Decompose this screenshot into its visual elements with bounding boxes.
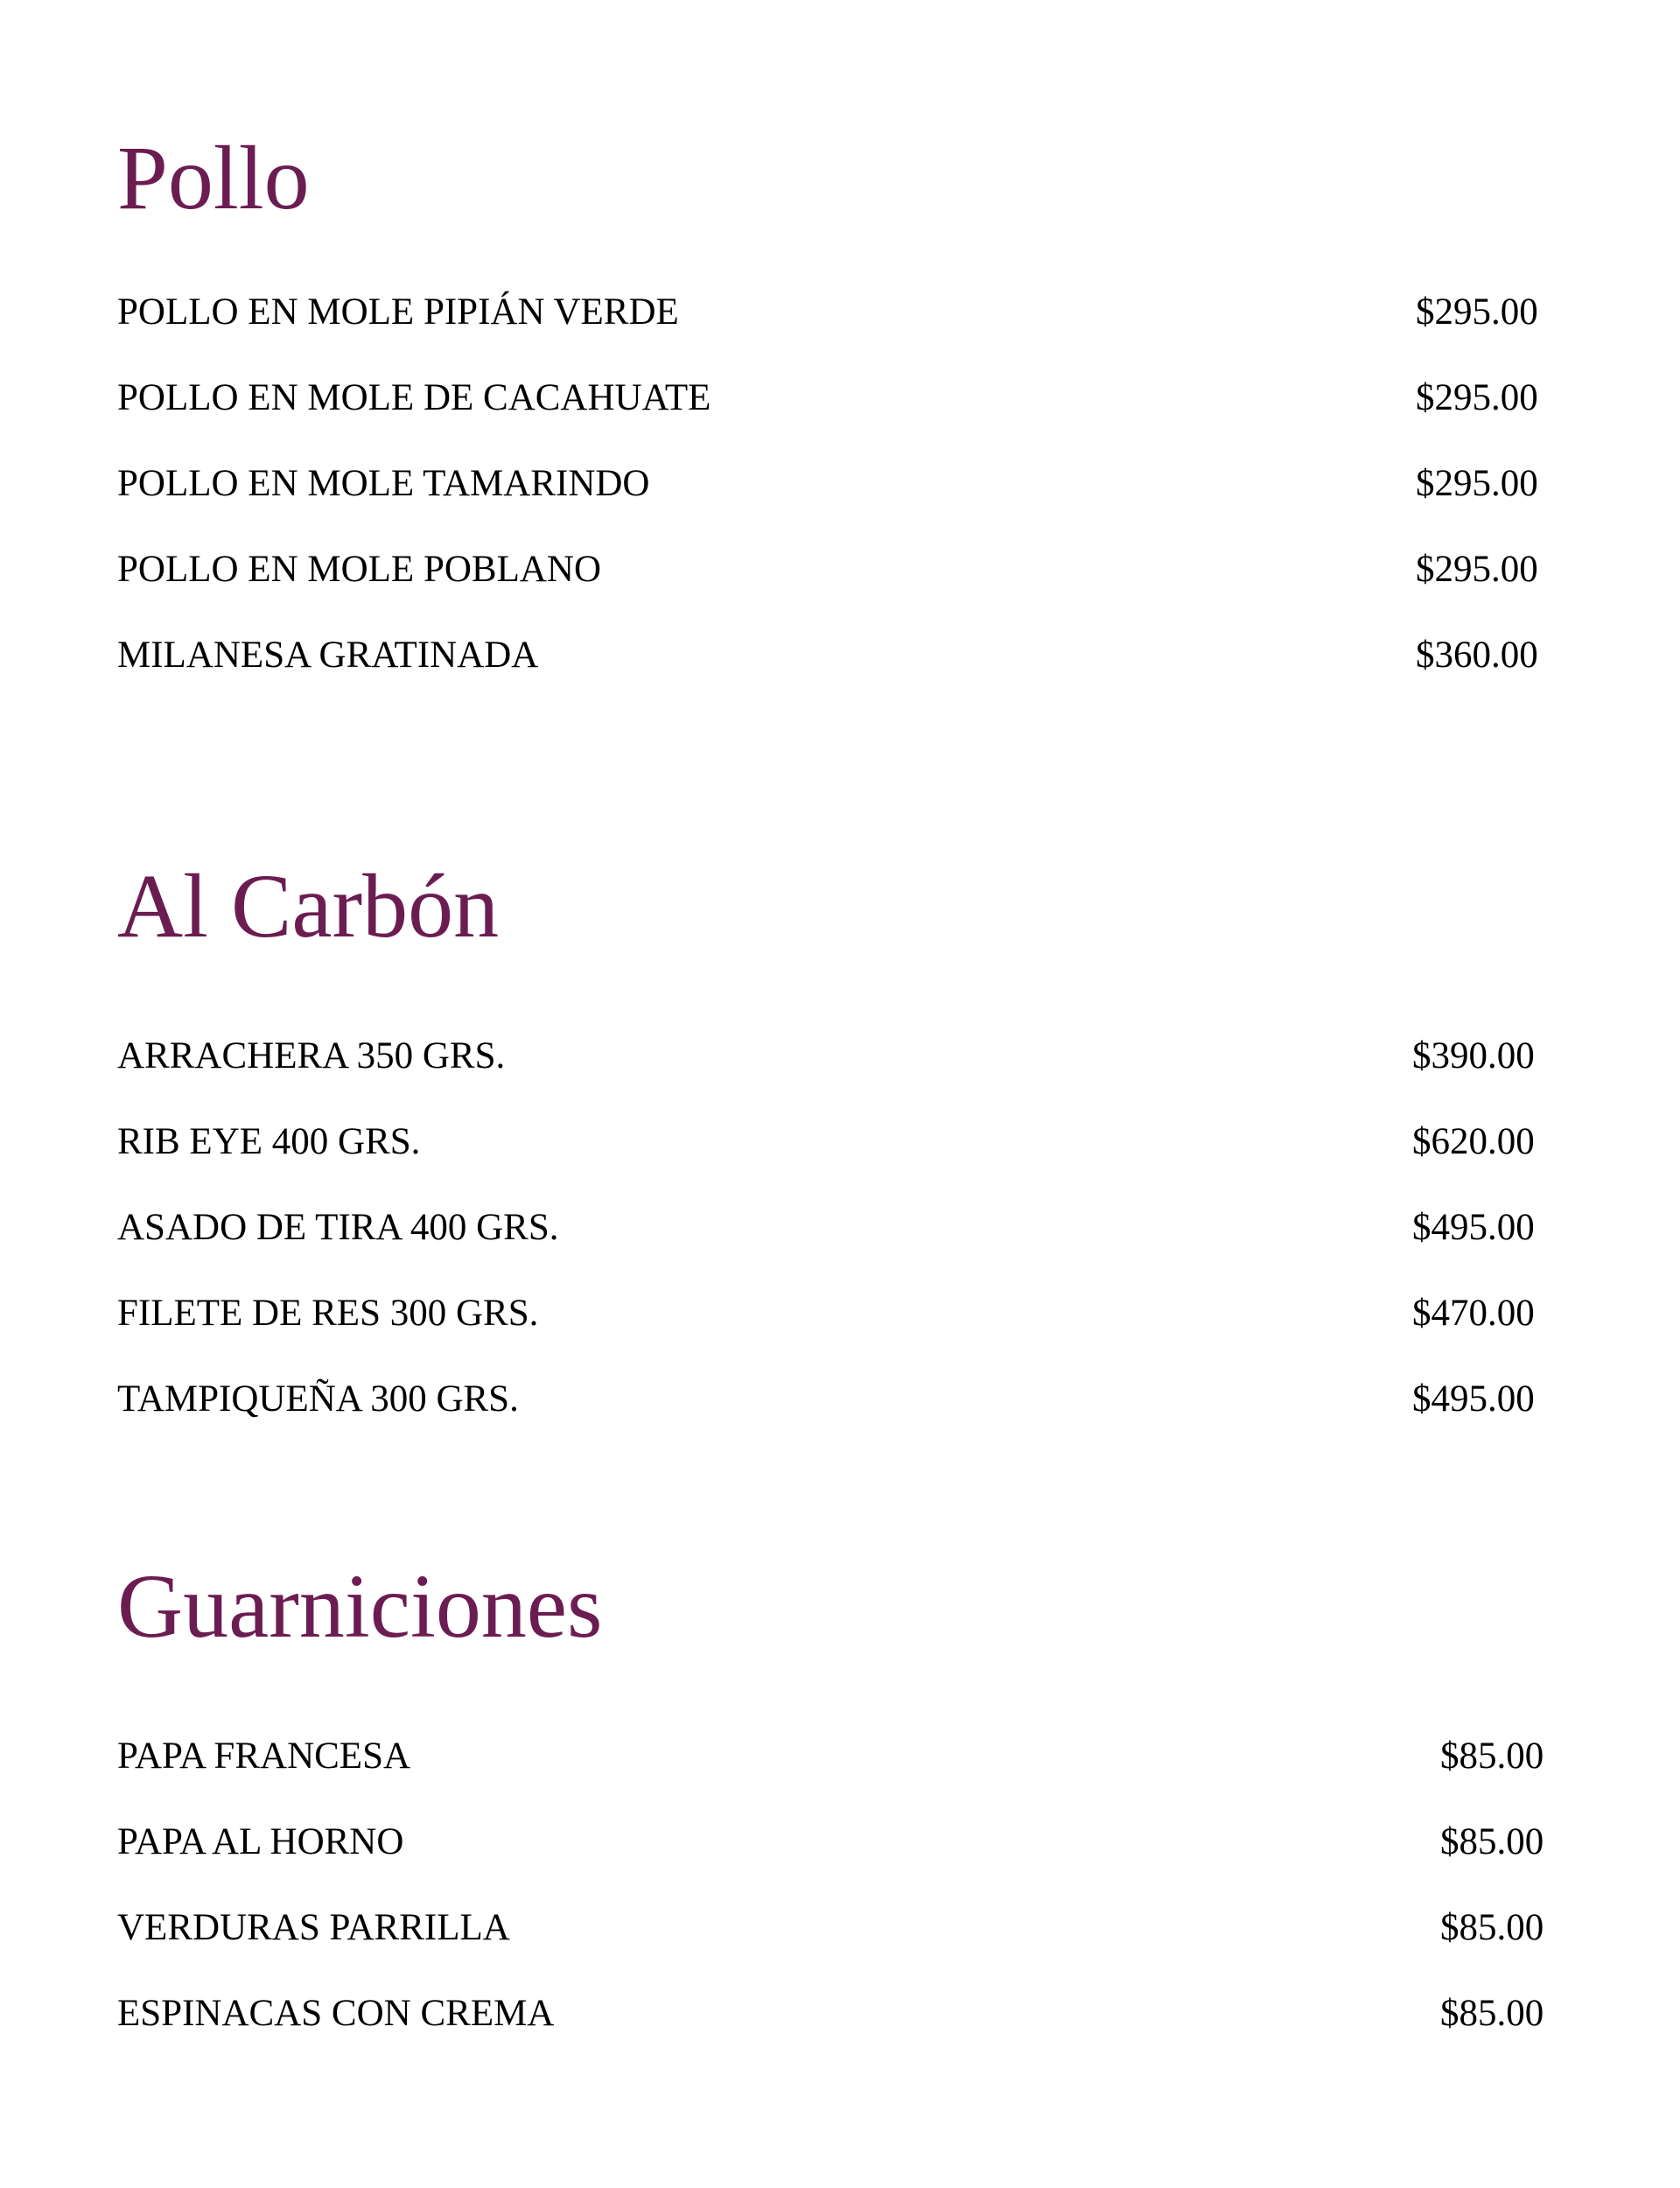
- menu-item-price: $295.00: [1416, 377, 1538, 418]
- menu-item-name: POLLO EN MOLE POBLANO: [117, 549, 602, 590]
- menu-item-price: $85.00: [1440, 1821, 1544, 1862]
- menu-item-name: ARRACHERA 350 GRS.: [117, 1035, 506, 1076]
- menu-item-price: $495.00: [1412, 1207, 1535, 1248]
- menu-item-price: $85.00: [1440, 1736, 1544, 1777]
- menu-item-price: $295.00: [1416, 291, 1538, 333]
- menu-item-name: PAPA AL HORNO: [117, 1821, 404, 1862]
- menu-item: [117, 543, 1552, 596]
- menu-item: [117, 1373, 1552, 1426]
- menu-item-name: POLLO EN MOLE DE CACAHUATE: [117, 377, 711, 418]
- menu-item-name: PAPA FRANCESA: [117, 1736, 411, 1777]
- menu-item-price: $85.00: [1440, 1993, 1544, 2034]
- menu-item-name: ESPINACAS CON CREMA: [117, 1993, 555, 2034]
- menu-item-name: TAMPIQUEÑA 300 GRS.: [117, 1378, 519, 1420]
- section-title-al-carbon: Al Carbón: [117, 856, 500, 957]
- menu-item-name: POLLO EN MOLE PIPIÁN VERDE: [117, 291, 679, 333]
- menu-item: [117, 1116, 1552, 1168]
- menu-item: [117, 1816, 1552, 1869]
- menu-item: [117, 1030, 1552, 1083]
- section-title-guarniciones: Guarniciones: [117, 1556, 603, 1657]
- menu-item-price: $295.00: [1416, 463, 1538, 504]
- menu-item: [117, 1988, 1552, 2040]
- menu-item-name: VERDURAS PARRILLA: [117, 1907, 510, 1948]
- menu-item-price: $495.00: [1412, 1378, 1535, 1420]
- menu-item: [117, 1902, 1552, 1954]
- menu-item-name: ASADO DE TIRA 400 GRS.: [117, 1207, 559, 1248]
- menu-item: [117, 286, 1552, 339]
- section-title-pollo: Pollo: [117, 128, 310, 228]
- menu-item: [117, 458, 1552, 510]
- menu-item-price: $620.00: [1412, 1121, 1535, 1162]
- menu-item: [117, 1202, 1552, 1254]
- menu-item-price: $360.00: [1416, 635, 1538, 676]
- menu-item: [117, 372, 1552, 424]
- menu-item-name: MILANESA GRATINADA: [117, 635, 539, 676]
- menu-item-price: $470.00: [1412, 1293, 1535, 1334]
- menu-item: [117, 1287, 1552, 1340]
- menu-item: [117, 1730, 1552, 1783]
- menu-item-name: FILETE DE RES 300 GRS.: [117, 1293, 539, 1334]
- menu-item-name: POLLO EN MOLE TAMARINDO: [117, 463, 650, 504]
- menu-item-name: RIB EYE 400 GRS.: [117, 1121, 421, 1162]
- menu-item-price: $390.00: [1412, 1035, 1535, 1076]
- menu-item: [117, 629, 1552, 682]
- menu-item-price: $85.00: [1440, 1907, 1544, 1948]
- menu-item-price: $295.00: [1416, 549, 1538, 590]
